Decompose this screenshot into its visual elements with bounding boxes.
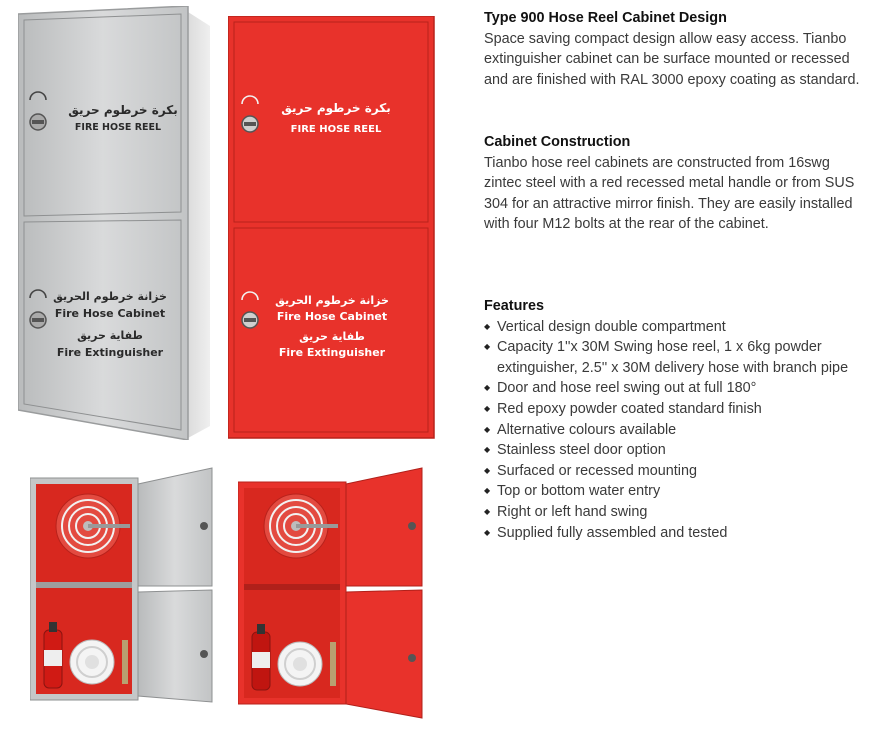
design-title: Type 900 Hose Reel Cabinet Design bbox=[484, 10, 727, 26]
red-cabinet-closed-image bbox=[228, 16, 436, 440]
feature-item: ◆ Vertical design double compartment bbox=[484, 317, 870, 338]
steel-label-bottom-english-1: Fire Hose Cabinet bbox=[54, 307, 166, 320]
steel-label-bottom-english-2: Fire Extinguisher bbox=[56, 346, 164, 359]
features-section bbox=[484, 296, 870, 543]
features-list bbox=[484, 317, 870, 544]
red-label-bottom-arabic-2: طفاية حريق bbox=[299, 330, 365, 343]
feature-item: ◆ Supplied fully assembled and tested bbox=[484, 523, 870, 544]
feature-item: ◆ Door and hose reel swing out at full 180° bbox=[484, 378, 870, 399]
feature-item: ◆ Stainless steel door option bbox=[484, 440, 870, 461]
steel-label-bottom-arabic-2: طفاية حريق bbox=[77, 329, 143, 342]
construction-body: Tianbo hose reel cabinets are constructed from 16swg zintec steel with a red recessed metal handle or from SUS 304 for an attractive mirror finish. They are easily installed with four M12 bolts at the rear of the cabinet. bbox=[484, 154, 855, 233]
feature-item: ◆ Capacity 1''x 30M Swing hose reel, 1 x 6kg powder extinguisher, 2.5'' x 30M delivery hose with branch pipe bbox=[484, 337, 870, 378]
feature-item: ◆ Red epoxy powder coated standard finish bbox=[484, 399, 870, 420]
delivery-hose-icon bbox=[70, 640, 114, 684]
steel-label-bottom-arabic-1: خزانة خرطوم الحريق bbox=[53, 290, 167, 303]
construction-title: Cabinet Construction bbox=[484, 134, 631, 150]
design-section bbox=[484, 8, 870, 90]
stainless-cabinet-closed-image bbox=[18, 6, 214, 440]
red-label-bottom-arabic-1: خزانة خرطوم الحريق bbox=[275, 294, 389, 307]
red-label-top-english: FIRE HOSE REEL bbox=[290, 124, 382, 135]
fire-extinguisher-icon bbox=[252, 624, 270, 690]
red-label-top-arabic: بكرة خرطوم حريق bbox=[281, 101, 391, 115]
steel-label-top-english: FIRE HOSE REEL bbox=[74, 122, 162, 133]
construction-section bbox=[484, 132, 870, 235]
branch-pipe-icon bbox=[330, 642, 336, 686]
features-title: Features bbox=[484, 298, 544, 314]
red-label-bottom-english-2: Fire Extinguisher bbox=[278, 346, 386, 359]
fire-extinguisher-icon bbox=[44, 622, 62, 688]
stainless-cabinet-open-image bbox=[30, 464, 216, 704]
branch-pipe-icon bbox=[122, 640, 128, 684]
feature-item: ◆ Surfaced or recessed mounting bbox=[484, 461, 870, 482]
delivery-hose-icon bbox=[278, 642, 322, 686]
feature-item: ◆ Alternative colours available bbox=[484, 420, 870, 441]
red-label-bottom-english-1: Fire Hose Cabinet bbox=[276, 310, 388, 323]
steel-label-top-arabic: بكرة خرطوم حريق bbox=[68, 103, 178, 117]
feature-item: ◆ Right or left hand swing bbox=[484, 502, 870, 523]
feature-item: ◆ Top or bottom water entry bbox=[484, 481, 870, 502]
design-body: Space saving compact design allow easy access. Tianbo extinguisher cabinet can be surface mounted or recessed and are finished with RAL 3000 epoxy coating as standard. bbox=[484, 30, 860, 88]
red-cabinet-open-image bbox=[238, 464, 424, 720]
